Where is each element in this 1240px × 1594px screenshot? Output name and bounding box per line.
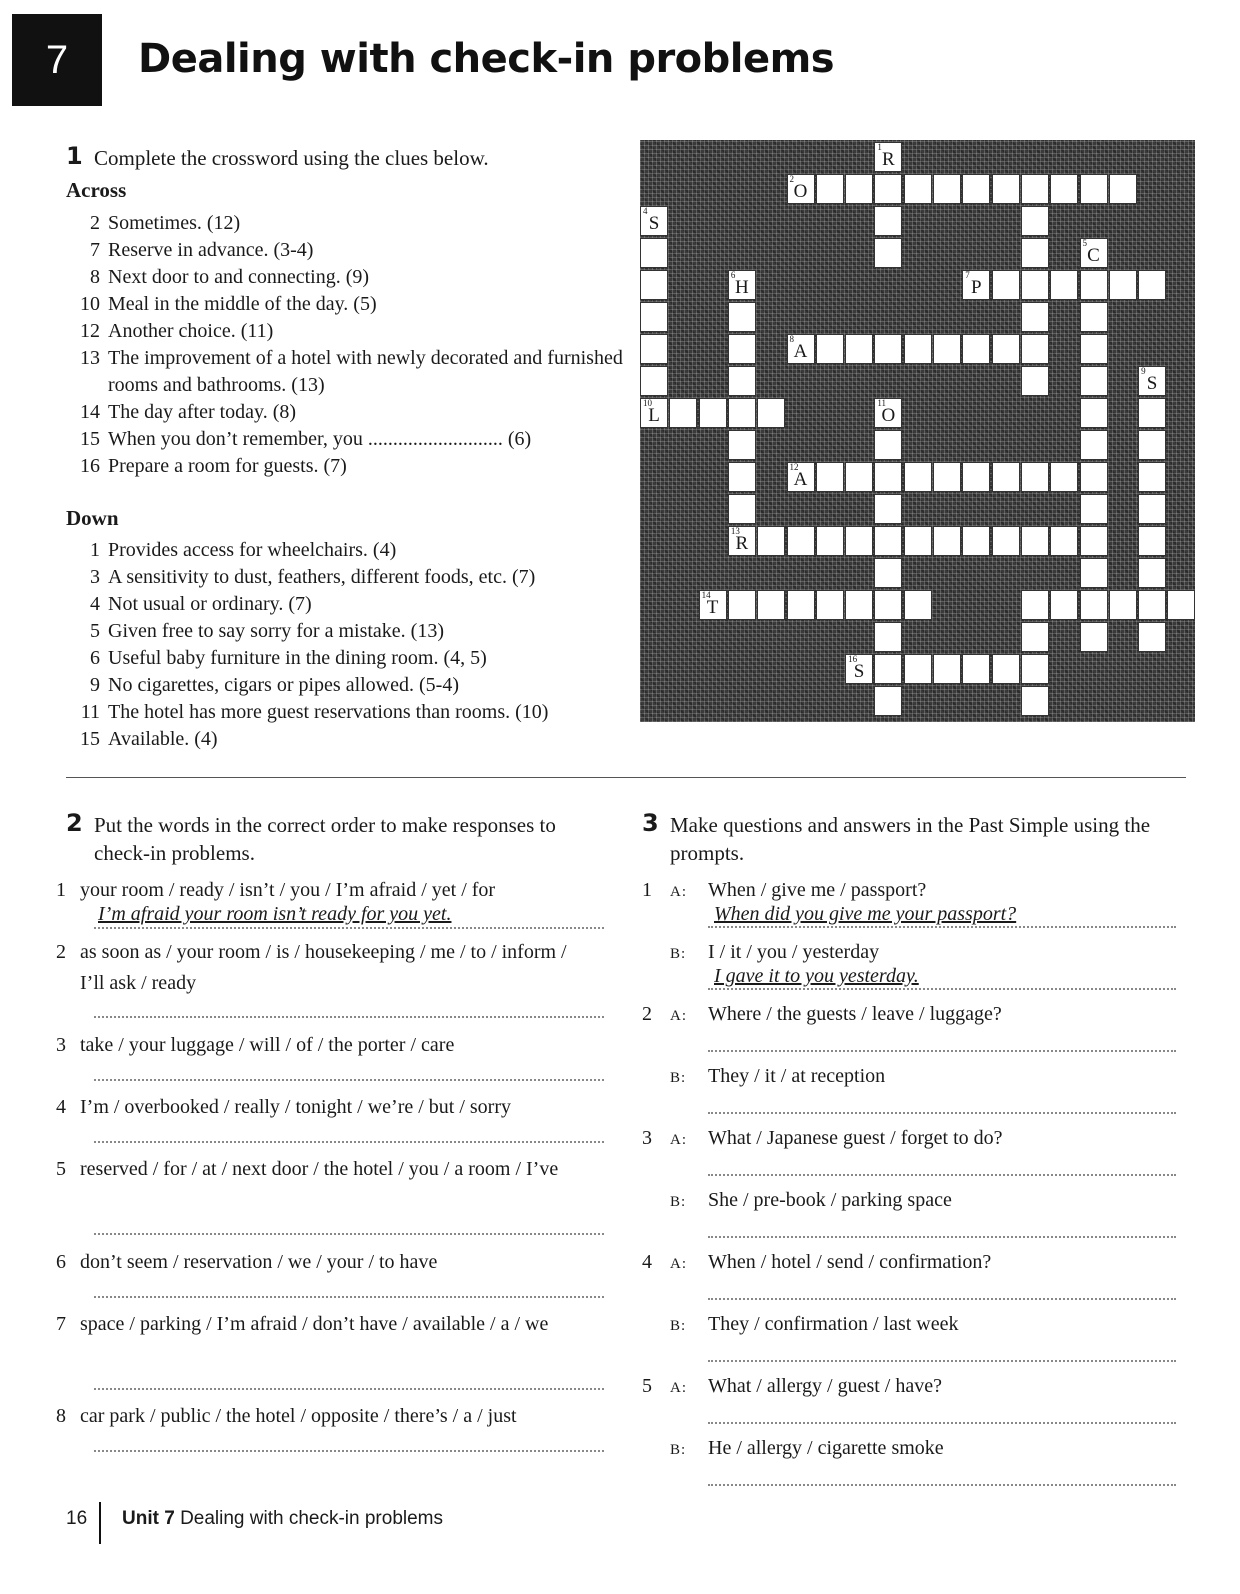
crossword-letter: P bbox=[971, 277, 982, 298]
clue-number: 5 bbox=[90, 620, 100, 642]
clue-text: The day after today. (8) bbox=[108, 401, 297, 423]
item-number: 2 bbox=[56, 941, 66, 963]
clue-text: Given free to say sorry for a mistake. (13) bbox=[108, 620, 444, 642]
ex1-instruction: Complete the crossword using the clues below. bbox=[94, 146, 489, 170]
answer-line[interactable] bbox=[708, 1236, 1176, 1238]
clue-number: 4 bbox=[90, 593, 100, 615]
item-prompt: When / hotel / send / confirmation? bbox=[708, 1251, 992, 1273]
item-number: 4 bbox=[642, 1251, 652, 1273]
crossword-letter: R bbox=[882, 149, 895, 170]
clue-text: Next door to and connecting. (9) bbox=[108, 266, 370, 288]
crossword-letter: O bbox=[793, 181, 808, 202]
answer-text: When did you give me your passport? bbox=[714, 903, 1017, 925]
ex2-number: 2 bbox=[66, 809, 83, 837]
footer-unit-label: Unit 7 bbox=[122, 1508, 175, 1529]
item-prompt: She / pre-book / parking space bbox=[708, 1189, 952, 1211]
answer-line[interactable] bbox=[708, 1050, 1176, 1052]
clue-number: 16 bbox=[80, 455, 100, 477]
answer-line[interactable] bbox=[708, 1112, 1176, 1114]
clue-text: Available. (4) bbox=[108, 728, 218, 750]
answer-text: I gave it to you yesterday. bbox=[714, 965, 919, 987]
speaker-a-label: A: bbox=[670, 1256, 687, 1272]
crossword-clue-number: 5 bbox=[1082, 238, 1087, 248]
item-prompt: I / it / you / yesterday bbox=[708, 941, 880, 963]
ex2-item-list bbox=[52, 0, 612, 1594]
item-number: 8 bbox=[56, 1405, 66, 1427]
crossword-letter: R bbox=[735, 533, 749, 554]
item-number: 2 bbox=[642, 1003, 652, 1025]
item-number: 6 bbox=[56, 1251, 66, 1273]
answer-text: I’m afraid your room isn’t ready for you yet. bbox=[98, 903, 452, 925]
item-prompt: don’t seem / reservation / we / your / to have bbox=[80, 1251, 438, 1273]
crossword-clue-number: 14 bbox=[701, 590, 711, 600]
ex3-number: 3 bbox=[642, 809, 659, 837]
item-prompt: reserved / for / at / next door / the hotel / you / a room / I’ve bbox=[80, 1158, 559, 1180]
answer-line[interactable] bbox=[708, 1360, 1176, 1362]
crossword-letter: O bbox=[881, 405, 896, 426]
answer-line[interactable] bbox=[94, 1388, 604, 1390]
answer-line[interactable] bbox=[94, 1296, 604, 1298]
item-prompt: What / Japanese guest / forget to do? bbox=[708, 1127, 1003, 1149]
crossword-clue-number: 7 bbox=[965, 270, 970, 280]
clue-number: 2 bbox=[90, 212, 100, 234]
answer-line[interactable] bbox=[94, 1233, 604, 1235]
speaker-b-label: B: bbox=[670, 1318, 687, 1334]
item-prompt: They / confirmation / last week bbox=[708, 1313, 959, 1335]
item-prompt: car park / public / the hotel / opposite / there’s / a / just bbox=[80, 1405, 517, 1427]
clue-text: A sensitivity to dust, feathers, different foods, etc. (7) bbox=[108, 566, 536, 588]
clue-text: Useful baby furniture in the dining room. (4, 5) bbox=[108, 647, 487, 669]
crossword-letter: H bbox=[735, 277, 749, 298]
speaker-a-label: A: bbox=[670, 1132, 687, 1148]
ex1-number: 1 bbox=[66, 142, 83, 170]
item-prompt: space / parking / I’m afraid / don’t have / available / a / we bbox=[80, 1313, 549, 1335]
crossword-clue-number: 10 bbox=[643, 398, 652, 408]
item-prompt: as soon as / your room / is / housekeeping / me / to / inform / I’ll ask / ready bbox=[80, 941, 567, 994]
clue-text: Another choice. (11) bbox=[108, 320, 274, 342]
crossword-clue-number: 12 bbox=[789, 462, 799, 472]
crossword-clue-number: 9 bbox=[1141, 366, 1146, 376]
item-prompt: Where / the guests / leave / luggage? bbox=[708, 1003, 1002, 1025]
clue-text: Sometimes. (12) bbox=[108, 212, 241, 234]
clue-number: 8 bbox=[90, 266, 100, 288]
unit-number: 7 bbox=[45, 37, 69, 82]
clue-number: 15 bbox=[80, 728, 100, 750]
clue-text: When you don’t remember, you ........................... (6) bbox=[108, 428, 532, 450]
footer-divider bbox=[99, 1502, 101, 1544]
speaker-a-label: A: bbox=[670, 1008, 687, 1024]
speaker-b-label: B: bbox=[670, 1442, 687, 1458]
clue-number: 1 bbox=[90, 539, 100, 561]
item-number: 4 bbox=[56, 1096, 66, 1118]
answer-line[interactable] bbox=[708, 1298, 1176, 1300]
answer-line[interactable] bbox=[708, 1174, 1176, 1176]
clue-number: 6 bbox=[90, 647, 100, 669]
speaker-b-label: B: bbox=[670, 1194, 687, 1210]
clue-text: Prepare a room for guests. (7) bbox=[108, 455, 347, 477]
answer-line[interactable] bbox=[708, 1484, 1176, 1486]
item-number: 5 bbox=[642, 1375, 652, 1397]
crossword-letter: S bbox=[648, 213, 660, 234]
answer-line[interactable] bbox=[94, 1450, 604, 1452]
clue-number: 13 bbox=[80, 347, 100, 369]
crossword-letter: C bbox=[1087, 245, 1100, 266]
clue-number: 11 bbox=[80, 701, 100, 723]
crossword-letter: S bbox=[853, 661, 865, 682]
footer-unit bbox=[122, 1508, 443, 1530]
item-number: 7 bbox=[56, 1313, 66, 1335]
clue-text: Not usual or ordinary. (7) bbox=[108, 593, 312, 615]
page-number: 16 bbox=[66, 1508, 88, 1529]
crossword-clue-number: 11 bbox=[877, 398, 887, 408]
clue-number: 3 bbox=[90, 566, 100, 588]
crossword-clue-number: 13 bbox=[730, 526, 740, 536]
clue-text: The hotel has more guest reservations than rooms. (10) bbox=[108, 701, 549, 723]
clue-text: Provides access for wheelchairs. (4) bbox=[108, 539, 397, 561]
item-prompt: They / it / at reception bbox=[708, 1065, 886, 1087]
clue-number: 7 bbox=[90, 239, 100, 261]
answer-line[interactable] bbox=[708, 1422, 1176, 1424]
item-number: 1 bbox=[56, 879, 66, 901]
clue-number: 9 bbox=[90, 674, 100, 696]
item-prompt: When / give me / passport? bbox=[708, 879, 927, 901]
crossword-letter: L bbox=[648, 405, 660, 426]
down-heading: Down bbox=[66, 506, 119, 530]
clue-number: 15 bbox=[80, 428, 100, 450]
clue-number: 12 bbox=[80, 320, 100, 342]
crossword-letter: A bbox=[793, 469, 808, 490]
page-title: Dealing with check-in problems bbox=[138, 36, 835, 82]
speaker-b-label: B: bbox=[670, 946, 687, 962]
item-prompt: take / your luggage / will / of / the porter / care bbox=[80, 1034, 455, 1056]
speaker-a-label: A: bbox=[670, 1380, 687, 1396]
item-number: 3 bbox=[642, 1127, 652, 1149]
answer-line[interactable] bbox=[94, 1141, 604, 1143]
clue-number: 10 bbox=[80, 293, 100, 315]
ex2-instruction: Put the words in the correct order to make responses to check-in problems. bbox=[94, 813, 556, 865]
crossword-clue-number: 1 bbox=[877, 142, 882, 152]
footer-unit-title: Dealing with check-in problems bbox=[180, 1508, 444, 1529]
speaker-b-label: B: bbox=[670, 1070, 687, 1086]
item-prompt: your room / ready / isn’t / you / I’m afraid / yet / for bbox=[80, 879, 496, 901]
clue-number: 14 bbox=[80, 401, 100, 423]
clue-text: Reserve in advance. (3-4) bbox=[108, 239, 314, 261]
item-number: 1 bbox=[642, 879, 652, 901]
crossword-clue-number: 4 bbox=[643, 206, 648, 216]
clue-text: Meal in the middle of the day. (5) bbox=[108, 293, 377, 315]
crossword-clue-number: 8 bbox=[789, 334, 794, 344]
item-prompt: He / allergy / cigarette smoke bbox=[708, 1437, 944, 1459]
crossword-letter: T bbox=[706, 597, 719, 618]
crossword-letter: A bbox=[793, 341, 808, 362]
across-heading: Across bbox=[66, 178, 127, 202]
answer-line[interactable] bbox=[94, 1079, 604, 1081]
clue-text: The improvement of a hotel with newly decorated and furnished rooms and bathrooms. (13) bbox=[108, 347, 623, 396]
crossword-clue-number: 2 bbox=[789, 174, 794, 184]
crossword-clue-number: 6 bbox=[730, 270, 736, 280]
speaker-a-label: A: bbox=[670, 884, 687, 900]
crossword-letter: S bbox=[1146, 373, 1158, 394]
item-number: 5 bbox=[56, 1158, 66, 1180]
item-prompt: What / allergy / guest / have? bbox=[708, 1375, 942, 1397]
crossword-clue-number: 16 bbox=[848, 654, 858, 664]
clue-text: No cigarettes, cigars or pipes allowed. (5-4) bbox=[108, 674, 459, 696]
item-prompt: I’m / overbooked / really / tonight / we’re / but / sorry bbox=[80, 1096, 512, 1118]
answer-line[interactable] bbox=[94, 1016, 604, 1018]
ex3-item-list bbox=[640, 0, 1200, 1594]
ex3-instruction: Make questions and answers in the Past Simple using the prompts. bbox=[670, 813, 1151, 865]
item-number: 3 bbox=[56, 1034, 66, 1056]
